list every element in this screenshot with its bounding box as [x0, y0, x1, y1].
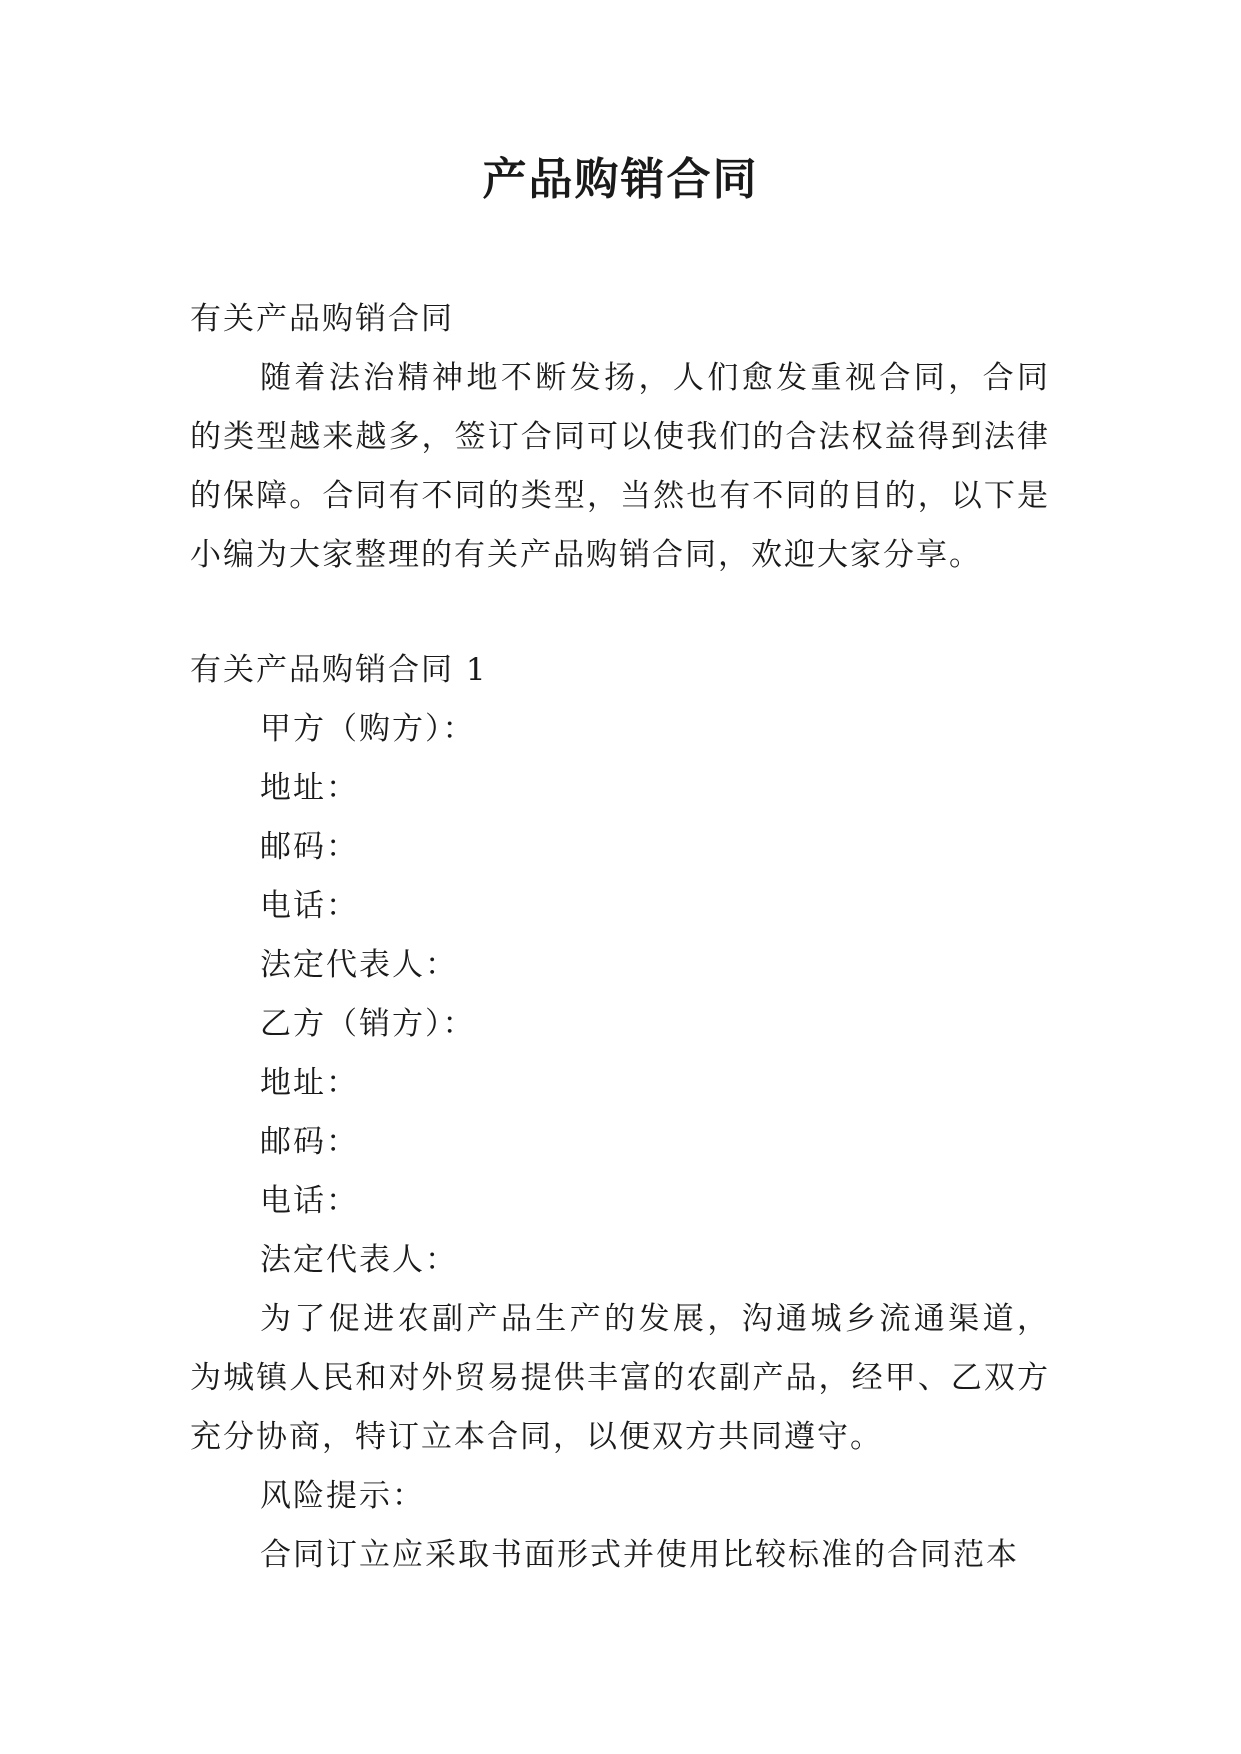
party-b-postcode: 邮码： — [260, 1124, 359, 1160]
risk-label: 风险提示： — [260, 1478, 425, 1514]
document-body — [190, 290, 1050, 1585]
paragraph-gap — [190, 585, 1050, 641]
document-title: 产品购销合同 — [482, 154, 759, 205]
party-a-representative: 法定代表人： — [260, 947, 458, 983]
party-b-phone: 电话： — [260, 1183, 359, 1219]
intro-paragraph: 随着法治精神地不断发扬，人们愈发重视合同，合同的类型越来越多，签订合同可以使我们的合法权益得到法律的保障。合同有不同的类型，当然也有不同的目的，以下是小编为大家整理的有关产品购销合同，欢迎大家分享。 — [190, 360, 1050, 573]
party-a-address: 地址： — [260, 770, 359, 806]
party-a-postcode: 邮码： — [260, 829, 359, 865]
party-a-phone: 电话： — [260, 888, 359, 924]
party-b-representative: 法定代表人： — [260, 1242, 458, 1278]
party-a-label: 甲方（购方）： — [260, 711, 476, 747]
risk-paragraph: 合同订立应采取书面形式并使用比较标准的合同范本 — [260, 1537, 1019, 1573]
contract-heading: 有关产品购销合同 1 — [190, 652, 488, 688]
purpose-paragraph: 为了促进农副产品生产的发展，沟通城乡流通渠道，为城镇人民和对外贸易提供丰富的农副产品，经甲、乙双方充分协商，特订立本合同，以便双方共同遵守。 — [190, 1301, 1050, 1455]
section-heading: 有关产品购销合同 — [190, 301, 454, 337]
party-b-address: 地址： — [260, 1065, 359, 1101]
party-b-label: 乙方（销方）： — [260, 1006, 476, 1042]
